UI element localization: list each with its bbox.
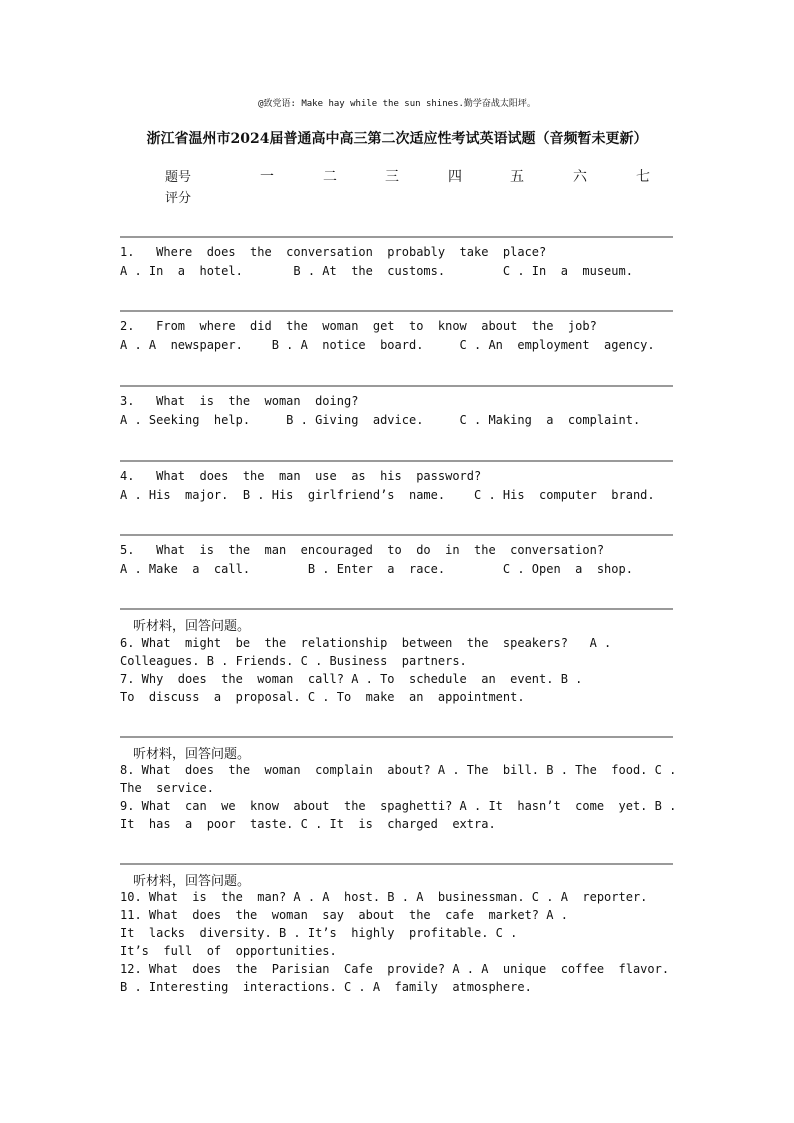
- score-row-label-number: 题号: [165, 170, 192, 185]
- question-8-options: The service.: [120, 781, 214, 795]
- question-6-options: Colleagues. B . Friends. C . Business partners.: [120, 654, 467, 668]
- section-divider: [120, 863, 673, 865]
- page-title: 浙江省温州市2024届普通高中高三第二次适应性考试英语试题（音频暂未更新）: [146, 131, 648, 147]
- section-divider: [120, 608, 673, 610]
- listening-instruction: 听材料，回答问题。: [133, 619, 251, 634]
- question-6-line: 6. What might be the relationship between the speakers? A .: [120, 636, 612, 650]
- score-column-1: 一: [260, 169, 274, 185]
- motto-line: @致党语: Make hay while the sun shines.勤学奋战太阳坪。: [258, 99, 536, 109]
- score-column-4: 四: [448, 169, 462, 185]
- score-column-3: 三: [385, 169, 399, 185]
- question-5: 5. What is the man encouraged to do in the conversation?: [120, 543, 605, 557]
- section-divider: [120, 534, 673, 536]
- question-9-options: It has a poor taste. C . It is charged extra.: [120, 817, 496, 831]
- section-divider: [120, 236, 673, 238]
- section-divider: [120, 736, 673, 738]
- question-11-options-cont: It’s full of opportunities.: [120, 944, 337, 958]
- question-8-line: 8. What does the woman complain about? A . The bill. B . The food. C .: [120, 763, 677, 777]
- listening-instruction: 听材料，回答问题。: [133, 874, 251, 889]
- question-2-options: A . A newspaper. B . A notice board. C . An employment agency.: [120, 338, 655, 352]
- section-divider: [120, 385, 673, 387]
- question-3-options: A . Seeking help. B . Giving advice. C . Making a complaint.: [120, 413, 641, 427]
- score-column-7: 七: [636, 169, 650, 185]
- question-12-options: B . Interesting interactions. C . A family atmosphere.: [120, 980, 532, 994]
- listening-instruction: 听材料，回答问题。: [133, 747, 251, 762]
- score-row-label-score: 评分: [165, 191, 192, 206]
- score-column-6: 六: [573, 169, 587, 185]
- question-4-options: A . His major. B . His girlfriend’s name. C . His computer brand.: [120, 488, 655, 502]
- score-column-5: 五: [510, 169, 524, 185]
- section-divider: [120, 460, 673, 462]
- score-column-2: 二: [323, 169, 337, 185]
- question-11-line: 11. What does the woman say about the cafe market? A .: [120, 908, 568, 922]
- question-1: 1. Where does the conversation probably take place?: [120, 245, 547, 259]
- question-11-options: It lacks diversity. B . It’s highly profitable. C .: [120, 926, 518, 940]
- section-divider: [120, 310, 673, 312]
- question-4: 4. What does the man use as his password?: [120, 469, 482, 483]
- question-12-line: 12. What does the Parisian Cafe provide? A . A unique coffee flavor.: [120, 962, 670, 976]
- question-7-line: 7. Why does the woman call? A . To schedule an event. B .: [120, 672, 583, 686]
- question-10-line: 10. What is the man? A . A host. B . A businessman. C . A reporter.: [120, 890, 648, 904]
- question-9-line: 9. What can we know about the spaghetti? A . It hasn’t come yet. B .: [120, 799, 677, 813]
- question-3: 3. What is the woman doing?: [120, 394, 359, 408]
- question-7-options: To discuss a proposal. C . To make an appointment.: [120, 690, 525, 704]
- question-2: 2. From where did the woman get to know about the job?: [120, 319, 597, 333]
- question-5-options: A . Make a call. B . Enter a race. C . Open a shop.: [120, 562, 633, 576]
- question-1-options: A . In a hotel. B . At the customs. C . In a museum.: [120, 264, 633, 278]
